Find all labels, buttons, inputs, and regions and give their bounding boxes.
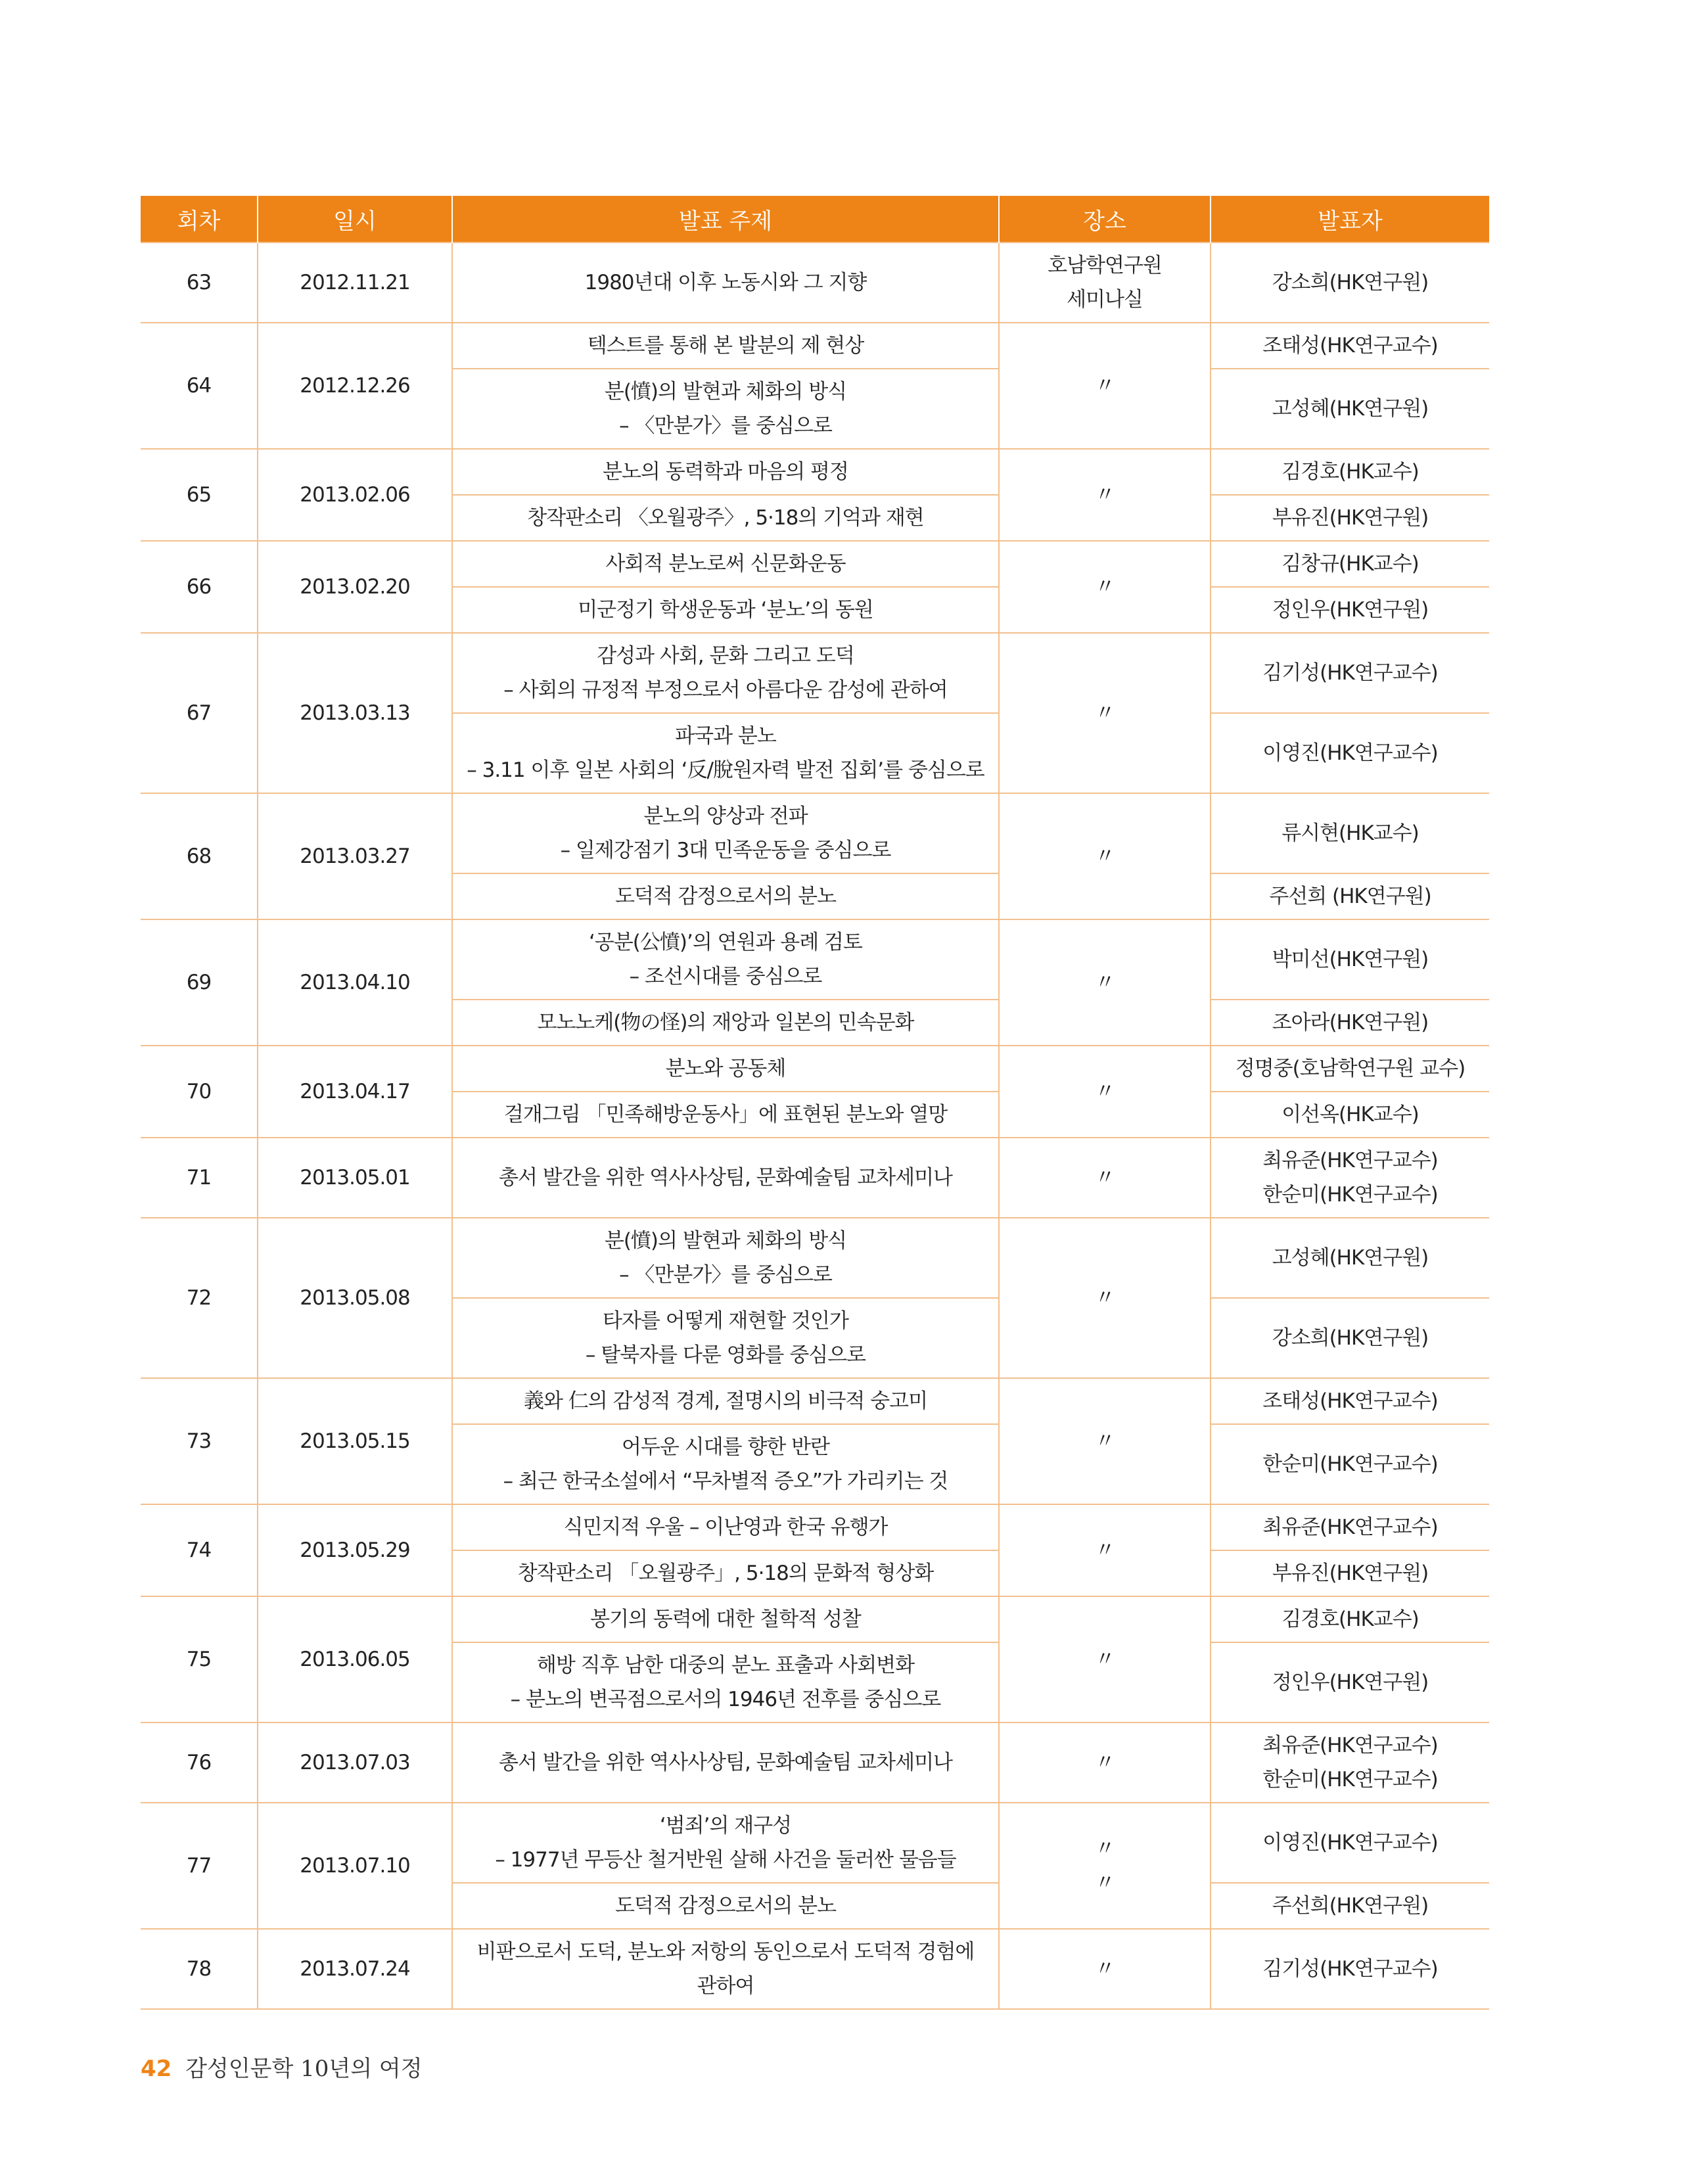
topic-cell: [452, 495, 999, 541]
topic-line: 미군정기 학생운동과 ‘분노’의 동원: [578, 598, 873, 622]
speaker-cell: [1211, 1642, 1489, 1723]
session-date: 2013.03.13: [258, 633, 452, 793]
table-row: [141, 793, 1489, 873]
topic-line: 어두운 시대를 향한 반란: [621, 1435, 830, 1459]
page-number: 42: [141, 2056, 172, 2082]
table-row: [141, 1138, 1489, 1218]
table-row: [141, 541, 1489, 587]
header-topic: 발표 주제: [452, 196, 999, 243]
speaker-cell: [1211, 919, 1489, 1000]
speaker-cell: [1211, 1218, 1489, 1298]
topic-cell: [452, 1803, 999, 1883]
topic-line: 도덕적 감정으로서의 분노: [614, 1894, 837, 1918]
session-date: 2013.04.17: [258, 1046, 452, 1138]
speaker-cell: [1211, 369, 1489, 449]
table-row: [141, 1504, 1489, 1550]
speaker-line: 부유진(HK연구원): [1272, 1561, 1429, 1585]
topic-line: 1980년대 이후 노동시와 그 지향: [584, 271, 867, 294]
topic-line: – 일제강점기 3대 민족운동을 중심으로: [560, 839, 891, 862]
venue-line: 호남학연구원: [1048, 254, 1162, 277]
speaker-cell: [1211, 243, 1489, 323]
topic-cell: [452, 793, 999, 873]
topic-cell: [452, 1046, 999, 1092]
speaker-line: 강소희(HK연구원): [1272, 1326, 1429, 1350]
speaker-cell: [1211, 1596, 1489, 1642]
speaker-cell: [1211, 495, 1489, 541]
page-footer: [141, 2056, 423, 2082]
topic-line: 걸개그림 「민족해방운동사」에 표현된 분노와 열망: [503, 1103, 948, 1126]
session-date: 2013.05.15: [258, 1378, 452, 1504]
speaker-line: 이영진(HK연구교수): [1262, 1831, 1438, 1855]
topic-line: 분노와 공동체: [665, 1057, 786, 1080]
session-number: 63: [141, 243, 258, 323]
session-date: 2013.03.27: [258, 793, 452, 919]
speaker-cell: [1211, 587, 1489, 633]
speaker-line: 최유준(HK연구교수): [1262, 1734, 1438, 1757]
venue-cell: 〃: [999, 1378, 1211, 1504]
speaker-cell: [1211, 1424, 1489, 1504]
topic-line: – 탈북자를 다룬 영화를 중심으로: [585, 1343, 866, 1367]
topic-line: 파국과 분노: [675, 724, 776, 748]
topic-cell: [452, 1642, 999, 1723]
session-date: 2013.07.10: [258, 1803, 452, 1929]
table-row: [141, 1596, 1489, 1642]
topic-cell: [452, 919, 999, 1000]
session-number: 68: [141, 793, 258, 919]
topic-line: 감성과 사회, 문화 그리고 도덕: [597, 644, 854, 668]
session-number: 70: [141, 1046, 258, 1138]
topic-line: – 조선시대를 중심으로: [629, 965, 822, 988]
header-venue: 장소: [999, 196, 1211, 243]
topic-cell: [452, 541, 999, 587]
table-row: [141, 1378, 1489, 1424]
topic-cell: [452, 1138, 999, 1218]
speaker-line: 김기성(HK연구교수): [1262, 1957, 1438, 1981]
venue-cell: 〃: [999, 1138, 1211, 1218]
book-title: 감성인문학 10년의 여정: [185, 2056, 423, 2082]
table-row: [141, 919, 1489, 1000]
topic-cell: [452, 1092, 999, 1138]
session-number: 66: [141, 541, 258, 633]
topic-cell: [452, 1883, 999, 1929]
table-row: [141, 323, 1489, 369]
speaker-line: 고성혜(HK연구원): [1272, 1246, 1429, 1270]
speaker-cell: [1211, 1046, 1489, 1092]
topic-cell: [452, 1424, 999, 1504]
speaker-cell: [1211, 1550, 1489, 1596]
speaker-line: 조태성(HK연구교수): [1262, 1389, 1438, 1413]
session-number: 77: [141, 1803, 258, 1929]
table-row: [141, 1803, 1489, 1883]
venue-cell: [999, 243, 1211, 323]
speaker-line: 주선희(HK연구원): [1272, 1894, 1429, 1918]
speaker-cell: [1211, 1378, 1489, 1424]
topic-line: – 〈만분가〉를 중심으로: [619, 1263, 832, 1287]
venue-cell: 〃: [999, 1504, 1211, 1596]
session-number: 64: [141, 323, 258, 449]
speaker-line: 강소희(HK연구원): [1272, 271, 1429, 294]
speaker-line: 한순미(HK연구교수): [1262, 1452, 1438, 1476]
speaker-cell: [1211, 633, 1489, 713]
topic-line: 분(憤)의 발현과 체화의 방식: [604, 1229, 847, 1253]
table-body: [141, 243, 1489, 2009]
venue-cell: 〃: [999, 1596, 1211, 1723]
topic-line: 타자를 어떻게 재현할 것인가: [603, 1309, 848, 1333]
session-number: 67: [141, 633, 258, 793]
topic-cell: [452, 1000, 999, 1046]
session-date: 2012.11.21: [258, 243, 452, 323]
topic-line: – 3.11 이후 일본 사회의 ‘反/脫원자력 발전 집회’를 중심으로: [467, 758, 984, 782]
session-number: 74: [141, 1504, 258, 1596]
topic-line: 사회적 분노로써 신문화운동: [605, 552, 846, 576]
speaker-line: 조태성(HK연구교수): [1262, 334, 1438, 358]
speaker-cell: [1211, 1298, 1489, 1378]
topic-line: 텍스트를 통해 본 발분의 제 현상: [587, 334, 864, 358]
topic-cell: [452, 713, 999, 793]
topic-line: – 분노의 변곡점으로서의 1946년 전후를 중심으로: [510, 1688, 941, 1711]
speaker-line: 한순미(HK연구교수): [1262, 1768, 1438, 1792]
venue-cell: 〃: [999, 449, 1211, 541]
speaker-cell: [1211, 323, 1489, 369]
session-date: 2013.07.24: [258, 1929, 452, 2009]
table-row: [141, 1218, 1489, 1298]
topic-line: 모노노케(物の怪)의 재앙과 일본의 민속문화: [537, 1011, 914, 1034]
session-number: 78: [141, 1929, 258, 2009]
speaker-cell: [1211, 1803, 1489, 1883]
topic-line: 창작판소리 〈오월광주〉, 5·18의 기억과 재현: [527, 506, 924, 530]
table-row: [141, 1046, 1489, 1092]
speaker-cell: [1211, 1504, 1489, 1550]
speaker-line: 정인우(HK연구원): [1272, 598, 1429, 622]
speaker-line: 김창규(HK교수): [1281, 552, 1419, 576]
session-number: 72: [141, 1218, 258, 1378]
session-date: 2013.05.29: [258, 1504, 452, 1596]
venue-cell: 〃: [999, 919, 1211, 1046]
header-speaker: 발표자: [1211, 196, 1489, 243]
venue-cell: 〃: [999, 1723, 1211, 1803]
table-row: [141, 243, 1489, 323]
table-row: [141, 1723, 1489, 1803]
speaker-cell: [1211, 1000, 1489, 1046]
venue-cell: 〃: [999, 1218, 1211, 1378]
speaker-line: 김경호(HK교수): [1281, 460, 1419, 484]
session-number: 76: [141, 1723, 258, 1803]
session-date: 2013.02.20: [258, 541, 452, 633]
topic-cell: [452, 243, 999, 323]
venue-cell: 〃: [999, 541, 1211, 633]
topic-line: ‘공분(公憤)’의 연원과 용례 검토: [589, 931, 862, 954]
speaker-cell: [1211, 541, 1489, 587]
topic-line: 비판으로서 도덕, 분노와 저항의 동인으로서 도덕적 경험에: [476, 1940, 975, 1964]
topic-line: 창작판소리 「오월광주」, 5·18의 문화적 형상화: [517, 1561, 934, 1585]
topic-line: 봉기의 동력에 대한 철학적 성찰: [590, 1607, 861, 1631]
table-row: [141, 1929, 1489, 2009]
topic-cell: [452, 1596, 999, 1642]
speaker-cell: [1211, 873, 1489, 919]
topic-cell: [452, 1723, 999, 1803]
speaker-cell: [1211, 1929, 1489, 2009]
session-date: 2013.06.05: [258, 1596, 452, 1723]
speaker-cell: [1211, 713, 1489, 793]
topic-line: 해방 직후 남한 대중의 분노 표출과 사회변화: [536, 1654, 915, 1677]
topic-cell: [452, 633, 999, 713]
session-date: 2013.05.08: [258, 1218, 452, 1378]
topic-line: 관하여: [697, 1974, 754, 1998]
topic-line: – 1977년 무등산 철거반원 살해 사건을 둘러싼 물음들: [495, 1848, 956, 1872]
topic-cell: [452, 1378, 999, 1424]
topic-line: 도덕적 감정으로서의 분노: [614, 885, 837, 908]
table-row: [141, 633, 1489, 713]
session-date: 2012.12.26: [258, 323, 452, 449]
speaker-cell: [1211, 449, 1489, 495]
topic-line: 총서 발간을 위한 역사사상팀, 문화예술팀 교차세미나: [499, 1751, 952, 1774]
topic-line: – 최근 한국소설에서 “무차별적 증오”가 가리키는 것: [503, 1469, 948, 1493]
speaker-cell: [1211, 1092, 1489, 1138]
speaker-line: 이선옥(HK교수): [1281, 1103, 1419, 1126]
venue-line: 〃: [1095, 1837, 1115, 1861]
speaker-line: 최유준(HK연구교수): [1262, 1149, 1438, 1172]
session-number: 69: [141, 919, 258, 1046]
session-number: 71: [141, 1138, 258, 1218]
header-date: 일시: [258, 196, 452, 243]
speaker-line: 고성혜(HK연구원): [1272, 397, 1429, 421]
speaker-line: 주선희 (HK연구원): [1269, 885, 1431, 908]
topic-line: 총서 발간을 위한 역사사상팀, 문화예술팀 교차세미나: [499, 1166, 952, 1190]
session-date: 2013.05.01: [258, 1138, 452, 1218]
speaker-cell: [1211, 1138, 1489, 1218]
venue-cell: 〃: [999, 633, 1211, 793]
topic-cell: [452, 1218, 999, 1298]
speaker-line: 최유준(HK연구교수): [1262, 1515, 1438, 1539]
venue-line: 〃: [1095, 1871, 1115, 1895]
speaker-line: 류시현(HK교수): [1281, 821, 1419, 845]
topic-line: 義와 仁의 감성적 경계, 절명시의 비극적 숭고미: [523, 1389, 928, 1413]
speaker-line: 정명중(호남학연구원 교수): [1235, 1057, 1466, 1080]
venue-cell: [999, 1803, 1211, 1929]
speaker-cell: [1211, 1883, 1489, 1929]
topic-line: – 사회의 규정적 부정으로서 아름다운 감성에 관하여: [503, 678, 948, 702]
header-row: [141, 196, 1489, 243]
venue-cell: 〃: [999, 1046, 1211, 1138]
topic-cell: [452, 587, 999, 633]
session-number: 75: [141, 1596, 258, 1723]
topic-cell: [452, 873, 999, 919]
speaker-cell: [1211, 793, 1489, 873]
venue-cell: 〃: [999, 323, 1211, 449]
topic-line: 분노의 양상과 전파: [643, 804, 808, 828]
session-date: 2013.04.10: [258, 919, 452, 1046]
topic-cell: [452, 1550, 999, 1596]
table-row: [141, 449, 1489, 495]
topic-line: ‘범죄’의 재구성: [659, 1814, 792, 1838]
speaker-line: 부유진(HK연구원): [1272, 506, 1429, 530]
session-number: 65: [141, 449, 258, 541]
topic-cell: [452, 323, 999, 369]
topic-cell: [452, 1929, 999, 2009]
speaker-cell: [1211, 1723, 1489, 1803]
speaker-line: 조아라(HK연구원): [1272, 1011, 1429, 1034]
venue-cell: 〃: [999, 1929, 1211, 2009]
header-no: 회차: [141, 196, 258, 243]
topic-line: 분(憤)의 발현과 체화의 방식: [604, 380, 847, 404]
speaker-line: 김기성(HK연구교수): [1262, 661, 1438, 685]
speaker-line: 김경호(HK교수): [1281, 1607, 1419, 1631]
topic-line: – 〈만분가〉를 중심으로: [619, 414, 832, 438]
topic-cell: [452, 1298, 999, 1378]
speaker-line: 박미선(HK연구원): [1272, 948, 1429, 971]
session-date: 2013.07.03: [258, 1723, 452, 1803]
topic-line: 식민지적 우울 – 이난영과 한국 유행가: [563, 1515, 888, 1539]
topic-cell: [452, 1504, 999, 1550]
topic-line: 분노의 동력학과 마음의 평정: [603, 460, 848, 484]
schedule-table: [141, 196, 1489, 2010]
speaker-line: 이영진(HK연구교수): [1262, 741, 1438, 765]
session-number: 73: [141, 1378, 258, 1504]
session-date: 2013.02.06: [258, 449, 452, 541]
topic-cell: [452, 369, 999, 449]
venue-line: 세미나실: [1067, 288, 1143, 312]
speaker-line: 한순미(HK연구교수): [1262, 1183, 1438, 1207]
venue-cell: 〃: [999, 793, 1211, 919]
speaker-line: 정인우(HK연구원): [1272, 1671, 1429, 1694]
topic-cell: [452, 449, 999, 495]
